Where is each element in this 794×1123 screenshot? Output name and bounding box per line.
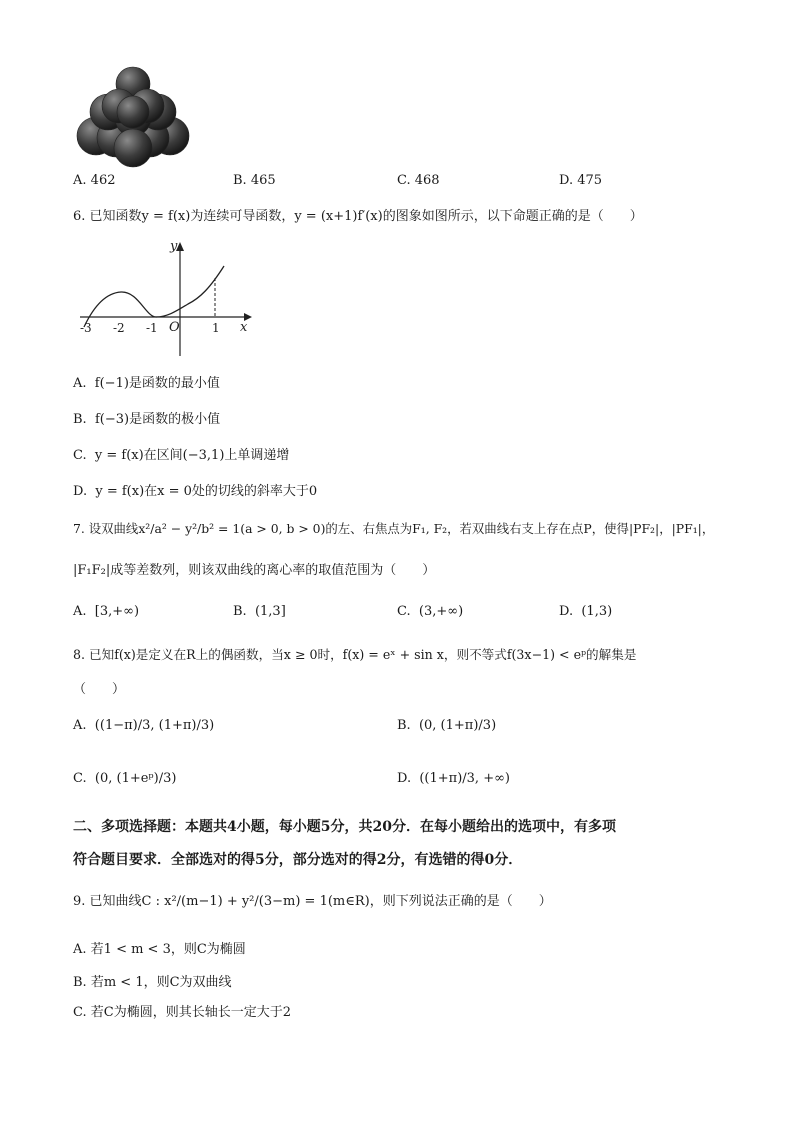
q6-option-a: A. f(−1)是函数的最小值 (73, 376, 220, 391)
sphere-stack-figure (72, 62, 192, 170)
q9-option-c: C. 若C为椭圆，则其长轴长一定大于2 (73, 1005, 291, 1020)
tick-label: -3 (80, 321, 92, 335)
q8-option-d: D. ((1+π)/3, +∞) (397, 771, 510, 786)
q6-stem: 6. 已知函数y = f(x)为连续可导函数，y = (x+1)f′(x)的图象如图所示，以下命题正确的是（ ） (73, 209, 643, 224)
q8-option-c: C. (0, (1+eᵖ)/3) (73, 771, 177, 786)
tick-label: -2 (113, 321, 125, 335)
q8-option-b: B. (0, (1+π)/3) (397, 718, 497, 733)
q5-option-b: B. 465 (233, 173, 276, 188)
section-heading-line2: 符合题目要求．全部选对的得5分，部分选对的得2分，有选错的得0分． (73, 852, 523, 868)
q5-option-d: D. 475 (559, 173, 603, 188)
section-heading-line1: 二、多项选择题：本题共4小题，每小题5分，共20分．在每小题给出的选项中，有多项 (73, 819, 616, 835)
q7-option-b: B. (1,3] (233, 604, 286, 619)
q7-option-d: D. (1,3) (559, 604, 613, 619)
q8-option-a: A. ((1−π)/3, (1+π)/3) (73, 718, 215, 733)
q5-option-c: C. 468 (397, 173, 440, 188)
y-axis-label: y (170, 239, 178, 254)
q8-stem-line1: 8. 已知f(x)是定义在R上的偶函数，当x ≥ 0时，f(x) = eˣ + sin x，则不等式f(3x−1) < eᵖ的解集是 (73, 647, 637, 662)
q6-option-d: D. y = f(x)在x = 0处的切线的斜率大于0 (73, 484, 318, 499)
curve (84, 266, 224, 327)
q7-option-a: A. [3,+∞) (73, 604, 140, 619)
q8-stem-line2: （ ） (73, 682, 126, 697)
x-axis-label: x (240, 320, 248, 335)
q9-option-a: A. 若1 < m < 3，则C为椭圆 (73, 942, 246, 957)
q6-option-b: B. f(−3)是函数的极小值 (73, 412, 221, 427)
tick-label: -1 (146, 321, 158, 335)
q6-option-c: C. y = f(x)在区间(−3,1)上单调递增 (73, 448, 290, 463)
q9-stem: 9. 已知曲线C : x²/(m−1) + y²/(3−m) = 1(m∈R)，则下列说法正确的是（ ） (73, 894, 552, 909)
q7-option-c: C. (3,+∞) (397, 604, 464, 619)
q9-option-b: B. 若m < 1，则C为双曲线 (73, 975, 232, 990)
q5-option-a: A. 462 (73, 173, 116, 188)
q7-stem-line1: 7. 设双曲线x²/a² − y²/b² = 1(a > 0, b > 0)的左、右焦点为F₁, F₂，若双曲线右支上存在点P，使得|PF₂|，|PF₁|， (73, 521, 715, 536)
q7-stem-line2: |F₁F₂|成等差数列，则该双曲线的离心率的取值范围为（ ） (73, 563, 436, 578)
q6-function-graph (76, 238, 256, 360)
origin-label: O (169, 320, 180, 335)
tick-label: 1 (212, 321, 220, 335)
